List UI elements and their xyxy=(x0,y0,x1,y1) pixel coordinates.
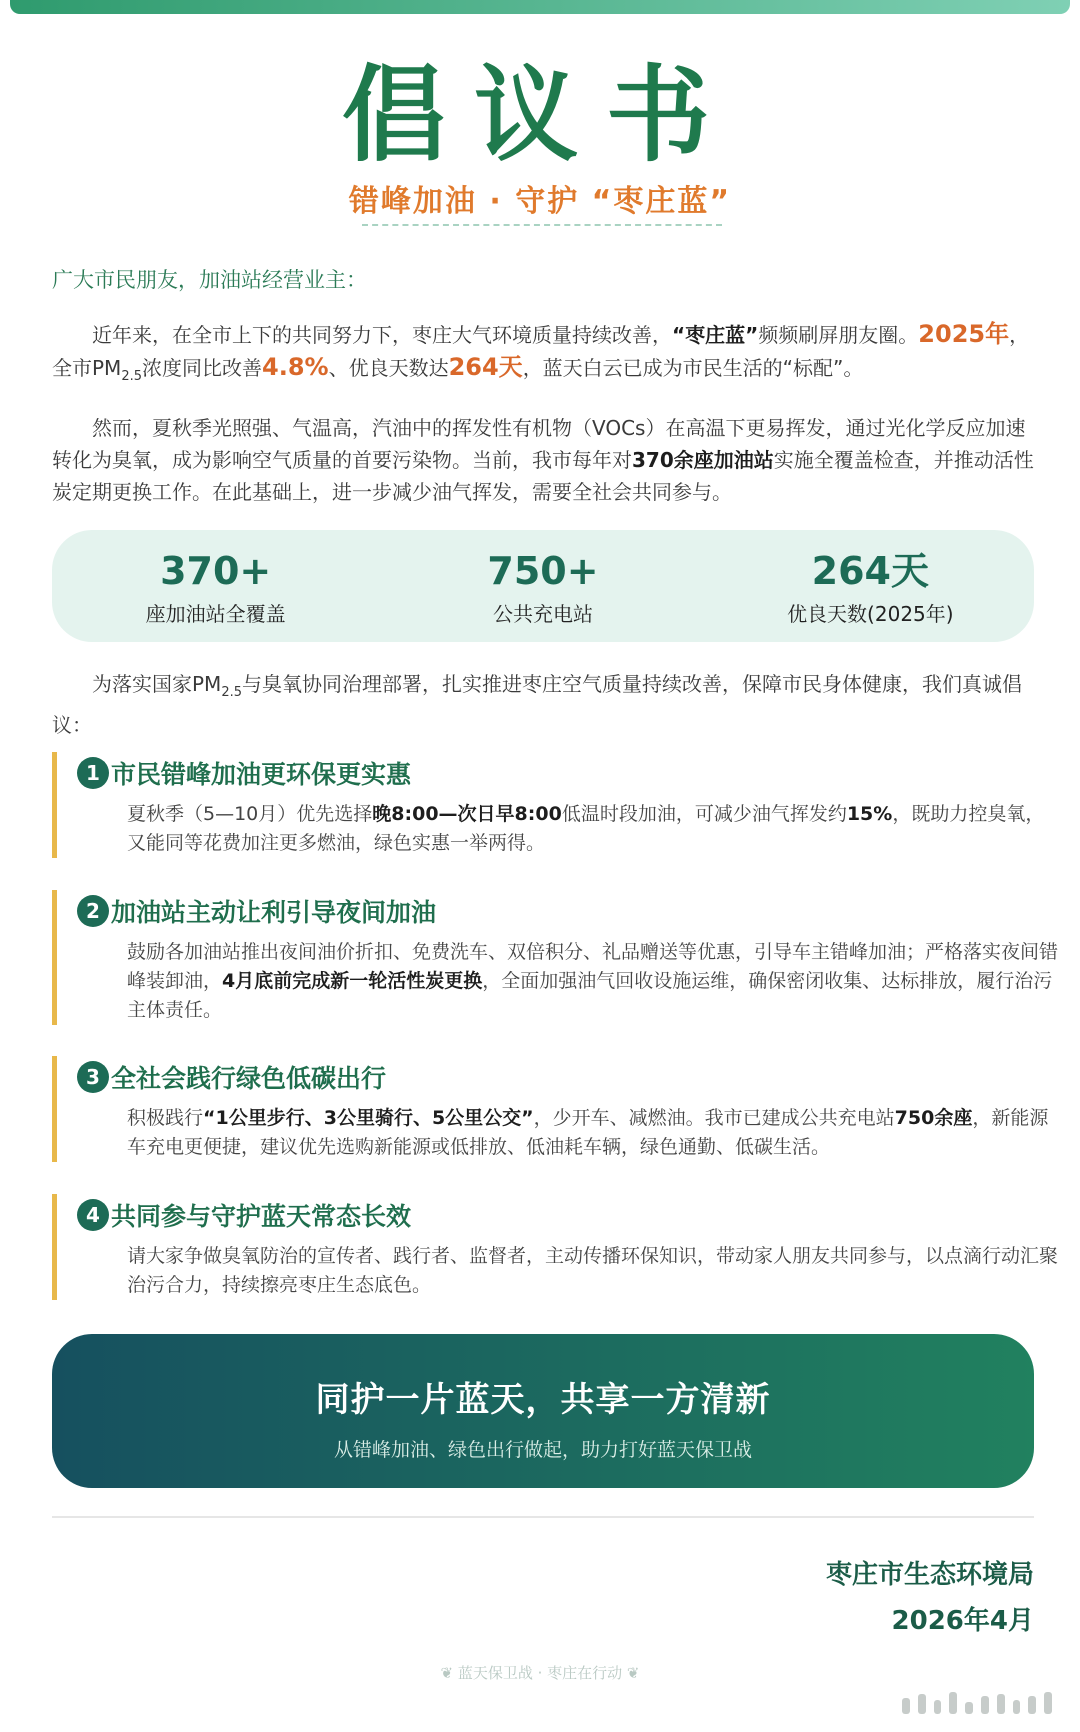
text-span: ，全市PM xyxy=(52,323,1030,380)
highlight-zaozhuang-blue: “枣庄蓝” xyxy=(672,323,759,347)
text-span: 浓度同比改善 xyxy=(142,356,263,380)
text-span: 频频刷屏朋友圈。 xyxy=(758,323,919,347)
bold-span: 4月底前完成新一轮活性炭更换 xyxy=(222,970,483,992)
text-span: 为落实国家PM xyxy=(92,672,222,696)
text-span: ，全面加强油气回收设施运维，确保密闭收集、达标排放，履行治污主体责任。 xyxy=(127,970,1053,1021)
bold-span: 晚8:00—次日早8:00 xyxy=(372,803,562,825)
text-span: 与臭氧协同治理部署，扎实推进枣庄空气质量持续改善，保障市民身体健康，我们真诚倡议： xyxy=(52,672,1023,737)
page-title: 倡议书 xyxy=(341,54,738,176)
item-number-badge: 1 xyxy=(77,757,109,789)
greeting: 广大市民朋友，加油站经营业主： xyxy=(52,268,367,292)
stat-label: 优良天数(2025年) xyxy=(787,602,954,626)
highlight-days: 264天 xyxy=(448,353,523,381)
banner-title: 同护一片蓝天，共享一方清新 xyxy=(315,1380,771,1420)
stat-value: 264天 xyxy=(811,549,929,593)
proposal-item-3 xyxy=(52,1056,1059,1162)
text-span: 积极践行 xyxy=(127,1107,204,1129)
text-span: 、优良天数达 xyxy=(328,356,449,380)
stat-good-days xyxy=(707,530,1034,642)
item-title: 共同参与守护蓝天常态长效 xyxy=(111,1202,412,1231)
text-span: 夏秋季（5—10月）优先选择 xyxy=(127,803,373,825)
item-title: 加油站主动让利引导夜间加油 xyxy=(111,898,437,927)
text-span: 近年来，在全市上下的共同努力下，枣庄大气环境质量持续改善， xyxy=(92,323,672,347)
watermark-icon xyxy=(902,1692,1052,1714)
highlight-year: 2025年 xyxy=(918,320,1010,348)
subscript: 2.5 xyxy=(121,369,143,384)
text-span: 然而，夏秋季光照强、气温高，汽油中的挥发性有机物（VOCs）在高温下更易挥发，通过光化学反应加速转化为臭氧，成为影响空气质量的首要污染物。当前，我市每年对 xyxy=(52,416,1026,472)
text-span: ，既助力控臭氧，又能同等花费加注更多燃油，绿色实惠一举两得。 xyxy=(127,803,1045,854)
item-number-badge: 2 xyxy=(77,895,109,927)
item-title: 市民错峰加油更环保更实惠 xyxy=(111,760,412,789)
stat-label: 座加油站全覆盖 xyxy=(145,602,286,626)
text-span: ，少开车、减燃油。我市已建成公共充电站 xyxy=(533,1107,895,1129)
intro-paragraph-1 xyxy=(52,318,1034,393)
highlight-percent: 4.8% xyxy=(262,353,329,381)
stat-value: 370+ xyxy=(160,549,272,593)
bold-span: “1公里步行、3公里骑行、5公里公交” xyxy=(203,1107,534,1129)
signature-date: 2026年4月 xyxy=(891,1606,1034,1636)
item-number-badge: 3 xyxy=(77,1061,109,1093)
text-span: ，新能源车充电更便捷，建议优先选购新能源或低排放、低油耗车辆，绿色通勤、低碳生活。 xyxy=(127,1107,1049,1158)
highlight-stations: 370余座加油站 xyxy=(632,448,774,472)
item-body xyxy=(127,1104,1059,1162)
signature-org: 枣庄市生态环境局 xyxy=(825,1560,1034,1590)
text-span: 鼓励各加油站推出夜间油价折扣、免费洗车、双倍积分、礼品赠送等优惠，引导车主错峰加油；严格落实夜间错峰装卸油， xyxy=(127,941,1059,992)
stat-label: 公共充电站 xyxy=(492,602,593,626)
item-body xyxy=(127,800,1059,858)
item-title: 全社会践行绿色低碳出行 xyxy=(111,1064,387,1093)
slogan-banner xyxy=(52,1334,1034,1488)
lead-paragraph xyxy=(52,668,1034,741)
proposal-item-1 xyxy=(52,752,1059,858)
text-span: 请大家争做臭氧防治的宣传者、践行者、监督者，主动传播环保知识，带动家人朋友共同参与，以点滴行动汇聚治污合力，持续擦亮枣庄生态底色。 xyxy=(127,1245,1059,1296)
item-body xyxy=(127,938,1059,1025)
subscript: 2.5 xyxy=(221,685,243,700)
proposal-item-4 xyxy=(52,1194,1059,1300)
proposal-item-2 xyxy=(52,890,1059,1025)
stat-chargers xyxy=(379,530,706,642)
intro-paragraph-2 xyxy=(52,412,1034,508)
text-span: ，蓝天白云已成为市民生活的“标配”。 xyxy=(522,356,864,380)
top-accent-bar xyxy=(10,0,1070,14)
footer-tagline: ❦ 蓝天保卫战 · 枣庄在行动 ❦ xyxy=(440,1664,640,1682)
subtitle-divider xyxy=(362,224,722,226)
stat-value: 750+ xyxy=(487,549,599,593)
bold-span: 15% xyxy=(846,803,893,825)
stats-panel xyxy=(52,530,1034,642)
footer-divider xyxy=(52,1516,1034,1518)
text-span: 实施全覆盖检查，并推动活性炭定期更换工作。在此基础上，进一步减少油气挥发，需要全社会共同参与。 xyxy=(52,448,1034,504)
text-span: 低温时段加油，可减少油气挥发约 xyxy=(561,803,847,825)
page-subtitle: 错峰加油 · 守护 “枣庄蓝” xyxy=(348,184,732,219)
banner-subtitle: 从错峰加油、绿色出行做起，助力打好蓝天保卫战 xyxy=(333,1439,752,1461)
item-body xyxy=(127,1242,1059,1300)
item-number-badge: 4 xyxy=(77,1199,109,1231)
bold-span: 750余座 xyxy=(894,1107,973,1129)
stat-stations xyxy=(52,530,379,642)
